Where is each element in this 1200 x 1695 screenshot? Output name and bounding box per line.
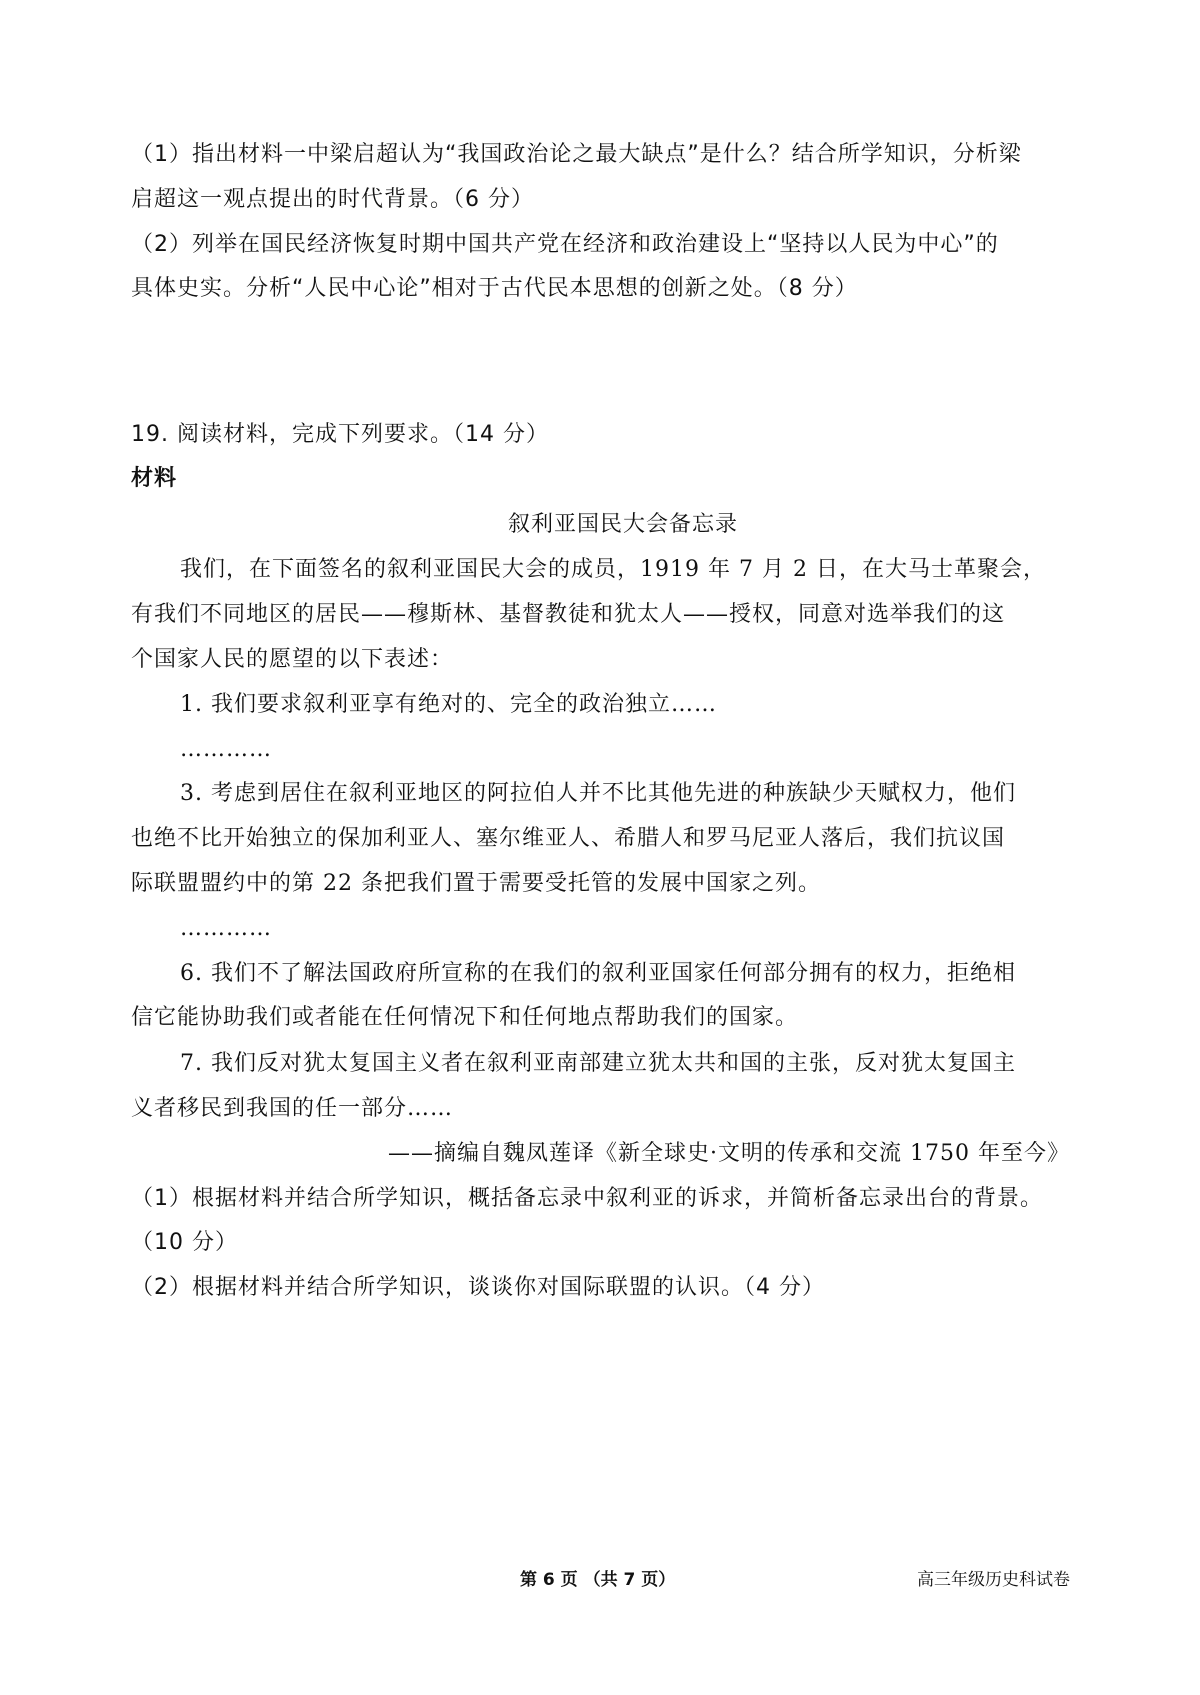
- material-label: 材料: [131, 466, 178, 491]
- q18-part1-line1: （1）指出材料一中梁启超认为“我国政治论之最大缺点”是什么？结合所学知识，分析梁: [131, 142, 1022, 167]
- q19-part2: （2）根据材料并结合所学知识，谈谈你对国际联盟的认识。（4 分）: [131, 1275, 825, 1300]
- material-item-6-line1: 6. 我们不了解法国政府所宣称的在我们的叙利亚国家任何部分拥有的权力，拒绝相: [180, 961, 1016, 986]
- material-item-7-line2: 义者移民到我国的任一部分……: [131, 1096, 454, 1121]
- q19-part1-line2: （10 分）: [131, 1230, 238, 1255]
- footer-page-number: 第 6 页 （共 7 页）: [520, 1570, 676, 1590]
- material-item-3-line3: 际联盟盟约中的第 22 条把我们置于需要受托管的发展中国家之列。: [131, 871, 821, 896]
- material-item-1: 1. 我们要求叙利亚享有绝对的、完全的政治独立……: [180, 692, 717, 717]
- q18-part2-line1: （2）列举在国民经济恢复时期中国共产党在经济和政治建设上“坚持以人民为中心”的: [131, 232, 999, 257]
- q19-heading: 19. 阅读材料，完成下列要求。（14 分）: [131, 422, 549, 447]
- material-item-6-line2: 信它能协助我们或者能在任何情况下和任何地点帮助我们的国家。: [131, 1005, 799, 1030]
- q18-part2-line2: 具体史实。分析“人民中心论”相对于古代民本思想的创新之处。（8 分）: [131, 276, 858, 301]
- material-item-3-line2: 也绝不比开始独立的保加利亚人、塞尔维亚人、希腊人和罗马尼亚人落后，我们抗议国: [131, 826, 1006, 851]
- material-intro-line3: 个国家人民的愿望的以下表述：: [131, 647, 454, 672]
- footer-exam-name: 高三年级历史科试卷: [917, 1570, 1070, 1590]
- q18-part1-line2: 启超这一观点提出的时代背景。（6 分）: [131, 187, 534, 212]
- material-source: ——摘编自魏凤莲译《新全球史·文明的传承和交流 1750 年至今》: [388, 1141, 1070, 1166]
- material-ellipsis-2: …………: [180, 916, 272, 941]
- material-intro-line2: 有我们不同地区的居民——穆斯林、基督教徒和犹太人——授权，同意对选举我们的这: [131, 602, 1006, 627]
- material-item-3-line1: 3. 考虑到居住在叙利亚地区的阿拉伯人并不比其他先进的种族缺少天赋权力，他们: [180, 781, 1016, 806]
- material-item-7-line1: 7. 我们反对犹太复国主义者在叙利亚南部建立犹太共和国的主张，反对犹太复国主: [180, 1051, 1016, 1076]
- q19-part1-line1: （1）根据材料并结合所学知识，概括备忘录中叙利亚的诉求，并简析备忘录出台的背景。: [131, 1186, 1044, 1211]
- material-title: 叙利亚国民大会备忘录: [508, 512, 739, 537]
- material-intro-line1: 我们，在下面签名的叙利亚国民大会的成员，1919 年 7 月 2 日，在大马士革聚会，: [180, 557, 1046, 582]
- material-ellipsis-1: …………: [180, 737, 272, 762]
